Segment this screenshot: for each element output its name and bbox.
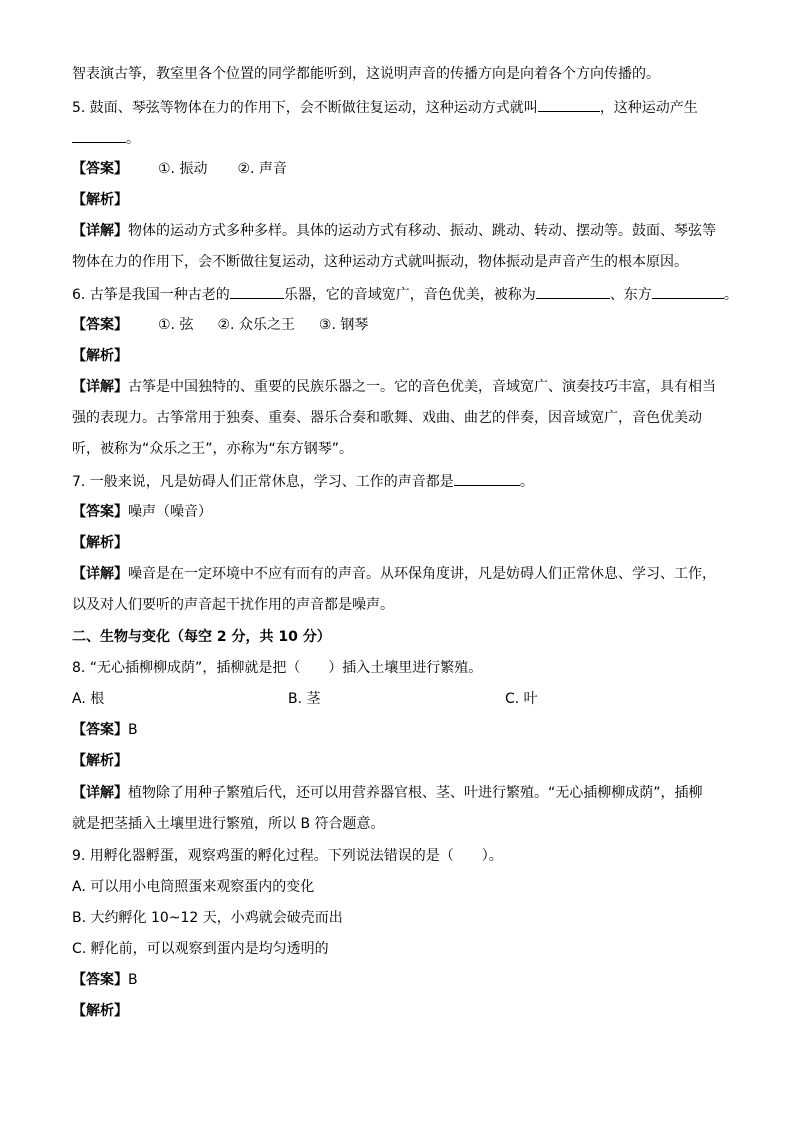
detail-line <box>72 439 732 459</box>
answer-line <box>72 502 732 522</box>
option-text: A. 可以用小电筒照蛋来观察蛋内的变化 <box>72 879 315 895</box>
question-text: ，这种运动产生 <box>599 100 698 116</box>
question-text: 8. “无心插柳柳成荫”，插柳就是把（ ）插入土壤里进行繁殖。 <box>72 660 483 676</box>
detail-text: 强的表现力。古筝常用于独奏、重奏、器乐合奏和歌舞、戏曲、曲艺的伴奏，因音域宽广，音色优美动 <box>72 410 702 426</box>
analysis-label-line <box>72 346 732 366</box>
detail-text: 听，被称为“众乐之王”，亦称为“东方钢琴”。 <box>72 441 354 457</box>
detail-text: 植物除了用种子繁殖后代，还可以用营养器官根、茎、叶进行繁殖。“无心插柳柳成荫”，插柳 <box>128 785 703 801</box>
analysis-label: 【解析】 <box>72 192 128 208</box>
analysis-label-line <box>72 533 732 553</box>
detail-line <box>72 814 732 834</box>
answer-line <box>72 970 732 990</box>
detail-line <box>72 408 732 428</box>
answer-label: 【答案】 <box>72 161 128 177</box>
option-b: B. 茎 <box>288 691 321 707</box>
question-9-stem <box>72 846 732 866</box>
detail-line <box>72 783 732 803</box>
analysis-label: 【解析】 <box>72 348 128 364</box>
analysis-label-line <box>72 751 732 771</box>
question-text: 6. 古筝是我国一种古老的 <box>72 287 230 303</box>
detail-line <box>72 252 732 272</box>
question-8-stem <box>72 658 732 678</box>
detail-label: 【详解】 <box>72 223 128 239</box>
option-text: C. 孵化前，可以观察到蛋内是均匀透明的 <box>72 941 329 957</box>
analysis-label: 【解析】 <box>72 753 128 769</box>
answer-item: ①. 弦 <box>158 317 194 333</box>
detail-text: 物体的运动方式多种多样。具体的运动方式有移动、振动、跳动、转动、摆动等。鼓面、琴弦等 <box>128 223 716 239</box>
question-5-stem-cont <box>72 128 732 148</box>
answer-item: ②. 声音 <box>237 161 287 177</box>
analysis-label-line <box>72 190 732 210</box>
question-text: 。 <box>519 474 534 490</box>
analysis-label-line <box>72 1001 732 1021</box>
detail-text: 以及对人们要听的声音起干扰作用的声音都是噪声。 <box>72 597 394 613</box>
detail-line <box>72 221 732 241</box>
answer-item: ①. 振动 <box>158 161 208 177</box>
answer-item: 噪声（噪音） <box>128 504 212 520</box>
question-7-stem <box>72 471 732 491</box>
question-text: 、东方 <box>609 287 652 303</box>
detail-text: 物体在力的作用下，会不断做往复运动，这种运动方式就叫振动，物体振动是声音产生的根本原因。 <box>72 254 688 270</box>
question-text: 5. 鼓面、琴弦等物体在力的作用下，会不断做往复运动，这种运动方式就叫 <box>72 100 538 116</box>
detail-line <box>72 595 732 615</box>
question-8-options <box>72 689 732 709</box>
detail-line <box>72 564 732 584</box>
question-text: 。 <box>126 131 140 147</box>
answer-blank <box>538 97 600 112</box>
option-text: B. 大约孵化 10~12 天，小鸡就会破壳而出 <box>72 910 343 926</box>
question-5-stem <box>72 97 732 117</box>
option-c <box>72 939 732 959</box>
answer-label: 【答案】 <box>72 504 128 520</box>
answer-label: 【答案】 <box>72 722 128 738</box>
answer-label: 【答案】 <box>72 317 128 333</box>
question-text: 9. 用孵化器孵蛋，观察鸡蛋的孵化过程。下列说法错误的是（ ）。 <box>72 848 503 864</box>
paragraph-line <box>72 64 732 84</box>
answer-blank <box>230 284 284 299</box>
detail-label: 【详解】 <box>72 379 128 395</box>
analysis-label: 【解析】 <box>72 535 128 551</box>
answer-blank <box>536 284 610 299</box>
answer-item: ②. 众乐之王 <box>217 317 295 333</box>
answer-blank <box>652 284 724 299</box>
answer-line <box>72 720 732 740</box>
answer-item: B <box>128 722 138 738</box>
answer-label: 【答案】 <box>72 972 128 988</box>
detail-line <box>72 377 732 397</box>
answer-item: B <box>128 972 138 988</box>
answer-line <box>72 159 732 179</box>
question-text: 。 <box>723 287 738 303</box>
option-b <box>72 908 732 928</box>
question-text: 乐器，它的音域宽广，音色优美，被称为 <box>283 287 536 303</box>
answer-item: ③. 钢琴 <box>318 317 369 333</box>
text: 智表演古筝，教室里各个位置的同学都能听到，这说明声音的传播方向是向着各个方向传播的。 <box>72 66 660 82</box>
option-c: C. 叶 <box>505 691 538 707</box>
question-text: 7. 一般来说，凡是妨碍人们正常休息，学习、工作的声音都是 <box>72 474 454 490</box>
option-a: A. 根 <box>72 691 105 707</box>
detail-label: 【详解】 <box>72 785 128 801</box>
answer-blank <box>72 128 126 143</box>
question-6-stem <box>72 284 738 304</box>
detail-text: 噪音是在一定环境中不应有而有的声音。从环保角度讲，凡是妨碍人们正常休息、学习、工作， <box>128 566 716 582</box>
option-a <box>72 877 732 897</box>
section-heading <box>72 627 732 647</box>
detail-label: 【详解】 <box>72 566 128 582</box>
detail-text: 就是把茎插入土壤里进行繁殖，所以 B 符合题意。 <box>72 816 385 832</box>
section-title: 二、生物与变化（每空 2 分，共 10 分） <box>72 629 331 645</box>
answer-blank <box>454 471 520 486</box>
analysis-label: 【解析】 <box>72 1003 128 1019</box>
answer-line <box>72 315 732 335</box>
detail-text: 古筝是中国独特的、重要的民族乐器之一。它的音色优美，音域宽广、演奏技巧丰富，具有相当 <box>128 379 716 395</box>
